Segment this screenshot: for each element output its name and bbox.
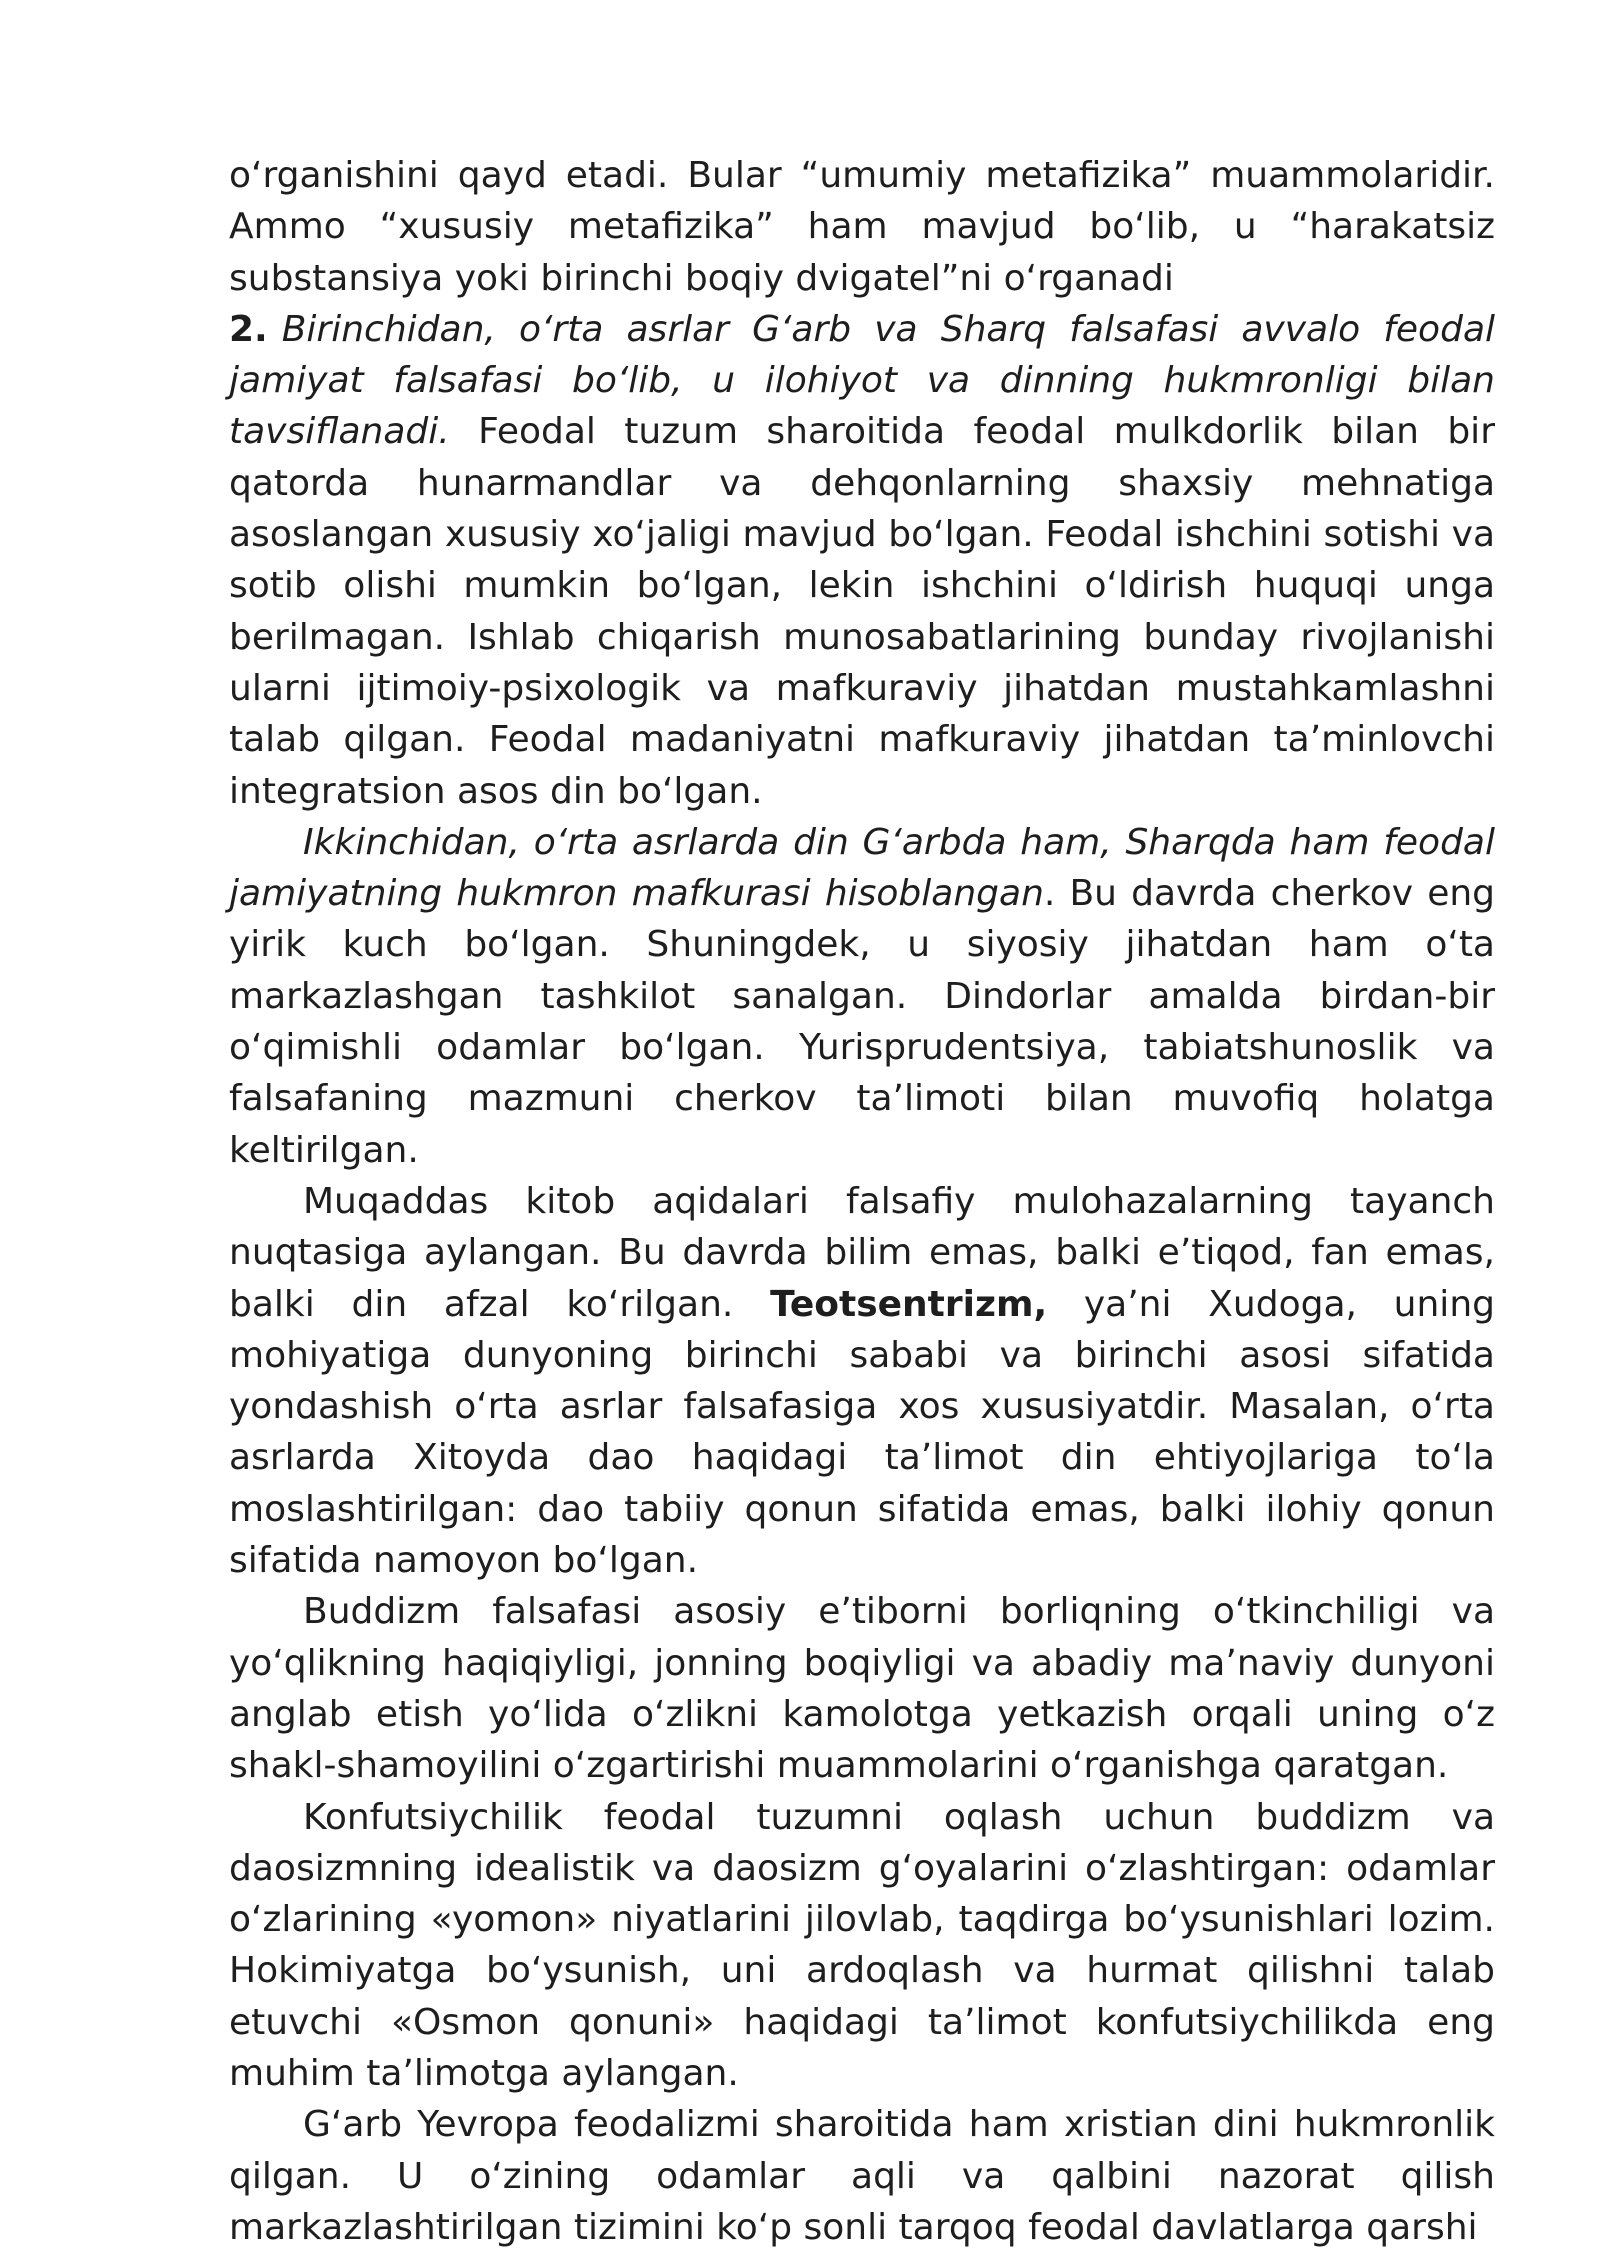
paragraph-text: ya’ni Xudoga, uning mohiyatiga dunyoning birinchi sababi va birinchi asosi sifatida yondashish o‘rta asrlar falsafasiga xos xususiyatdir. Masalan, o‘rta asrlarda Xitoyda dao haqidagi ta’limot din ehtiyojlariga to‘la moslashtirilgan: dao tabiiy qonun sifatida emas, balki ilohiy qonun sifatida namoyon bo‘lgan. <box>229 1283 1495 1582</box>
paragraph-1: o‘rganishini qayd etadi. Bular “umumiy metafizika” muammolaridir. Ammo “xususiy metafizika” ham mavjud bo‘lib, u “harakatsiz substansiya yoki birinchi boqiy dvigatel”ni o‘rganadi <box>229 155 1495 299</box>
paragraph-5: Buddizm falsafasi asosiy e’tiborni borliqning o‘tkinchiligi va yo‘qlikning haqiqiyligi, jonning boqiyligi va abadiy ma’naviy dunyoni anglab etish yo‘lida o‘zlikni kamolotga yetkazish orqali uning o‘z shakl-shamoyilini o‘zgartirishi muammolarini o‘rganishga qaratgan. <box>229 1591 1495 1787</box>
paragraph-2 <box>229 304 1495 817</box>
italic-thesis: Birinchidan, o‘rta asrlar G‘arb va Sharq falsafasi avvalo feodal jamiyat falsafasi bo‘lib, u ilohiyot va dinning hukmronligi bilan tavsiflanadi. <box>229 308 1495 453</box>
paragraph-4 <box>229 1176 1495 1586</box>
bold-term: Teotsentrizm, <box>770 1283 1048 1325</box>
document-page <box>229 150 1495 2253</box>
paragraph-text: Feodal tuzum sharoitida feodal mulkdorlik bilan bir qatorda hunarmandlar va dehqonlarning shaxsiy mehnatiga asoslangan xususiy xo‘jaligi mavjud bo‘lgan. Feodal ishchini sotishi va sotib olishi mumkin bo‘lgan, lekin ishchini o‘ldirish huquqi unga berilmagan. Ishlab chiqarish munosabatlarining bunday rivojlanishi ularni ijtimoiy-psixologik va mafkuraviy jihatdan mustahkamlashni talab qilgan. Feodal madaniyatni mafkuraviy jihatdan ta’minlovchi integratsion asos din bo‘lgan. <box>229 411 1495 812</box>
italic-thesis: Ikkinchidan, o‘rta asrlarda din G‘arbda ham, Sharqda ham feodal jamiyatning hukmron mafkurasi hisoblangan <box>229 821 1495 915</box>
paragraph-7: G‘arb Yevropa feodalizmi sharoitida ham xristian dini hukmronlik qilgan. U o‘zining odamlar aqli va qalbini nazorat qilish markazlashtirilgan tizimini ko‘p sonli tarqoq feodal davlatlarga qarshi <box>229 2104 1495 2248</box>
paragraph-text: Muqaddas kitob aqidalari falsafiy mulohazalarning tayanch nuqtasiga aylangan. Bu davrda bilim emas, balki e’tiqod, fan emas, balki din afzal ko‘rilgan. <box>229 1180 1495 1325</box>
paragraph-text: . Bu davrda cherkov eng yirik kuch bo‘lgan. Shuningdek, u siyosiy jihatdan ham o‘ta markazlashgan tashkilot sanalgan. Dindorlar amalda birdan-bir o‘qimishli odamlar bo‘lgan. Yurisprudentsiya, tabiatshunoslik va falsafaning mazmuni cherkov ta’limoti bilan muvofiq holatga keltirilgan. <box>229 873 1496 1171</box>
paragraph-6: Konfutsiychilik feodal tuzumni oqlash uchun buddizm va daosizmning idealistik va daosizm g‘oyalarini o‘zlashtirgan: odamlar o‘zlarining «yomon» niyatlarini jilovlab, taqdirga bo‘ysunishlari lozim. Hokimiyatga bo‘ysunish, uni ardoqlash va hurmat qilishni talab etuvchi «Osmon qonuni» haqidagi ta’limot konfutsiychilikda eng muhim ta’limotga aylangan. <box>229 1796 1495 2094</box>
paragraph-3 <box>229 817 1495 1176</box>
paragraph-number: 2. <box>229 308 268 350</box>
